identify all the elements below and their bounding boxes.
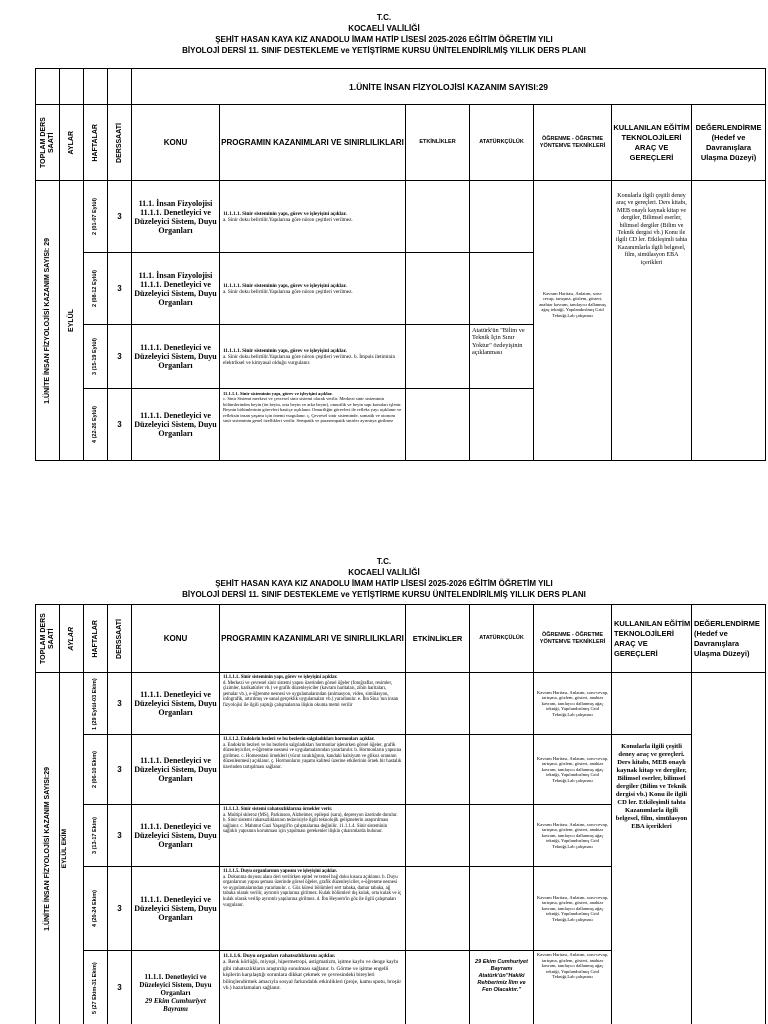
week-label: 4 (20-24 Ekim) [92, 890, 98, 927]
etkinlik-cell [406, 389, 470, 461]
week-label: 2 (06-10 Ekim) [92, 751, 98, 788]
kazanim-title: 11.1.1.1. Sinir sisteminin yapı, görev ve işleyişini açıklar. [223, 210, 347, 217]
kazanim-body: a. Sinir doku belirtilir.Yapılarına göre nöron çeşitleri verilmez. b. İmpuls iletiminin elektriksel ve kimyasal olduğu vurgulanır. [223, 353, 396, 366]
header-valilik: KOCAELİ VALİLİĞİ [348, 24, 420, 33]
ogrenme-yontem: Kavram Haritası, Anlatım, soru-cevap, tartışma, gözlem, gösteri, anahtar kavram, tanılayıcı dallanmış ağaç tekniği, Yapılandırılmış Grid Tekniği,Lab çalışması [534, 867, 612, 951]
plan-table-1 [35, 68, 766, 461]
col-arac: KULLANILAN EĞİTİM TEKNOLOJİLERİ ARAÇ VE GEREÇLERİ [612, 105, 692, 181]
week-label: 3 (15-19 Eylül) [92, 338, 98, 375]
kazanim-title: 11.1.1.1. Sinir sisteminin yapı, görev ve işleyişini açıklar. [223, 347, 347, 354]
plan-table-2 [35, 604, 766, 1024]
kazanim-body: a. Sinir doku belirtilir.Yapılarına göre nöron çeşitleri verilmez. [223, 216, 353, 223]
kazanim-body: a. Multipl skleroz (MS), Parkinson, Alzheimer, epilepsi (sara), depresyon üzerinde durulur. b. Sinir sistemi rahatsızlıklarının tedavisiyle ilgili teknolojik gelişmelerin araştırılması sağlanır. c. Mahmut Gazi Yaşargil'in çalışmalarına değinilir. 11.1.1.4. Sinir sisteminin sağlıklı yapısının korunması için yapılması gerekenler ilişkin çıkarımlarda bulunur. [223, 812, 398, 835]
ataturk-cell [470, 181, 534, 253]
week-label: 4 (22-26 Eylül) [92, 406, 98, 443]
kazanim-body: c. Sinir Sistemi merkezi ve çevresel sinir sistemi olarak verilir. Merkezi sinir sisteminin bölümlerinden beyin (ön beyin, orta beyin ve arka beyin), omurilik ve beyin sapı konuları işlenir. Beynin bölümlerinin görevleri basitçe açıklanır. Omuriliğin görevleri ile refleks yayı açıklanır ve refleksin insan yaşamı için önemi vurgulanır. ç. Çevresel sinir sisteminde, somatik ve otonom sinir sisteminin genel özellikleri verilir. Sempatik ve parasempatik sinirler ayrıntıya girilmez [223, 396, 402, 424]
topic: 11.1.1. Denetleyici ve Düzeleyici Sistem, Duyu Organları [132, 805, 220, 867]
hours: 3 [108, 389, 132, 461]
arac-gerec: Konularla ilgili çeşitli deney araç ve gereçleri. Ders kitabı, MEB onaylı kaynak kitap ve dergiler, Bilimsel eserler, bilimsel dergiler (Bilim ve Teknik dergisi vb.) Konu ile ilgili CD ler. Etkileşimli tahta Kazanımlarla ilgili belgesel, film, simülasyon EBA içerikleri [615, 743, 688, 830]
kazanim-title: 11.1.1.1. Sinir sisteminin yapı, görev ve işleyişini açıklar. [223, 282, 347, 289]
etkinlik-cell [406, 181, 470, 253]
hours: 3 [108, 951, 132, 1024]
col-degerlendirme: DEĞERLENDİRME (Hedef ve Davranışlara Ulaşma Düzeyi) [692, 105, 766, 181]
ataturk-cell [470, 253, 534, 325]
etkinlik-cell [406, 951, 470, 1024]
col-ataturk: ATATÜRKÇÜLÜK [470, 605, 534, 673]
col-aylar: AYLAR [68, 130, 75, 155]
hours: 3 [108, 735, 132, 805]
degerlendirme-cell [692, 181, 766, 461]
header-school: ŞEHİT HASAN KAYA KIZ ANADOLU İMAM HATİP LİSESİ 2025-2026 EĞİTİM ÖĞRETİM YILI [215, 579, 553, 588]
ataturk-text: Atatürk'ün "Bilim ve Teknik İçin Sınır Yoktur" özdeyişinin açıklanması [470, 325, 534, 389]
kazanim-title: 11.1.1.6. Duyu organları rahatsızlıklarını açıklar. [223, 953, 336, 959]
etkinlik-cell [406, 805, 470, 867]
month-eylul-ekim: EYLÜL EKİM [60, 828, 68, 869]
col-toplam: TOPLAM DERS SAATİ [39, 613, 55, 664]
topic: 11.1.1. Denetleyici ve Düzeleyici Sistem, Duyu Organları [132, 735, 220, 805]
week-label: 2 (01-07 Eylül) [92, 198, 98, 235]
col-ogrenme: ÖĞRENME - ÖĞRETME YÖNTEMVE TEKNİKLERİ [534, 605, 612, 673]
arac-cell-empty [612, 673, 692, 735]
ataturk-cell [470, 805, 534, 867]
topic: 11.1. İnsan Fizyolojisi 11.1.1. Denetleyici ve Düzeleyici Sistem, Duyu Organları [132, 181, 220, 253]
topic-holiday: 29 Ekim Cumhuriyet Bayramı [145, 997, 206, 1013]
col-kazanim: PROGRAMIN KAZANIMLARI VE SINIRLILIKLARI [220, 105, 406, 181]
col-arac: KULLANILAN EĞİTİM TEKNOLOJİLERİ ARAÇ VE GEREÇLERİ [612, 605, 692, 673]
col-ataturk: ATATÜRKÇÜLÜK [470, 105, 534, 181]
week-label: 5 (27 Ekim-31 Ekim) [92, 961, 98, 1014]
col-degerlendirme: DEĞERLENDİRME (Hedef ve Davranışlara Ulaşma Düzeyi) [692, 605, 766, 673]
header-tc: T.C. [376, 13, 392, 22]
ataturk-cell [470, 867, 534, 951]
kazanim-body: d. Merkezi ve çevresel sinir sistemi yapısı üzerinden görsel öğeler (fotoğraflar, resimler, çizimler, karikatürler vb.) ve grafik düzenleyiciler (kavram haritaları, zihin haritaları, şemalar vb.), e-öğrenme nesnesi ve uygulamalarından (animasyon, video, simülasyon, infografik, artırılmış ve sanal gerçeklik uygulamaları vb.) yararlanılır. e. İbn Sina 'nın insan fizyolojisi ile ilgili yaptığı çalışmalarına ilişkin okuma metni verilir [223, 680, 399, 708]
hours: 3 [108, 673, 132, 735]
col-toplam: TOPLAM DERS SAATİ [39, 117, 55, 168]
header-valilik: KOCAELİ VALİLİĞİ [348, 568, 420, 577]
kazanim-body: a. Endokrin bezleri ve bu bezlerin salgıladıkları hormonlar işlenirken görsel öğeler, grafik düzenleyiciler, e-öğrenme nesnesi ve uygulamalarından yararlanılır. b. Hormonların yapısına girilmez. c. Homeostasi örnekleri (vücut sıcaklığının, kandaki kalsiyum ve glikoz oranının düzenlenmesi) açıklanır. ç. Hormonların yaşamı kalitesi üzerine etkilerinin örnek bir hastalık üzerinden tartışılması sağlanır. [223, 742, 402, 770]
ogrenme-yontem: Kavram Haritası, Anlatım, soru-cevap, tartışma, gözlem, gösteri, anahtar kavram, tanılayıcı dallanmış ağaç tekniği, Yapılandırılmış Grid Tekniği,Lab çalışması [534, 951, 612, 1024]
hours: 3 [108, 325, 132, 389]
month-eylul: EYLÜL [68, 309, 75, 332]
col-dersaati: DERSSAATİ [116, 122, 123, 163]
ataturk-text: 29 Ekim Cumhuriyet Bayramı Atatürk'ün"Hakiki Rehberimiz İlim ve Fen Olacaktır." [470, 951, 534, 1024]
ogrenme-yontem: Kavram Haritası, Anlatım, soru-cevap, tartışma, gözlem, gösteri, anahtar kavram, tanılayıcı dallanmış ağaç tekniği, Yapılandırılmış Grid Tekniği,Lab çalışması [534, 673, 612, 735]
ogrenme-yontem: Kavram Haritası, Anlatım, soru-cevap, tartışma, gözlem, gösteri, anahtar kavram, tanılayıcı dallanmış ağaç tekniği, Yapılandırılmış Grid Tekniği,Lab çalışması [534, 735, 612, 805]
kazanim-title: 11.1.1.1. Sinir sisteminin yapı, görev ve işleyişini açıklar. [223, 675, 338, 680]
kazanim-body: a. Dokunma duyusu alanı deri verilirken epitel ve temel bağ doku kısaca açıklanır. b. Duyu organlarının yapısı şeması üzerinde görsel öğeler, grafik düzenleyiciler, e-öğrenme nesnesi ve uygulamalarından yararlanılır. c. Göz küresi bölümleri sert tabaka, damar tabaka, ağ tabaka olarak verilir, ayrıntılı yapılarına girilmez. Kulak bölümleri dış kulak, orta kulak ve iç kulak olarak verilip ayrıntılı yapılarına girilmez. d. İbn Heysem'in göz ile ilgili çalışmaları vurgulanır. [223, 874, 402, 908]
col-ogrenme: ÖĞRENME - ÖĞRETME YÖNTEMVE TEKNİKLERİ [534, 105, 612, 181]
kazanim-title: 11.1.1.2. Endokrin bezleri ve bu bezlerin salgıladıkları hormonları açıklar. [223, 737, 375, 742]
side-unit-label: 1.ÜNİTE İNSAN FİZYOLOJİSİ KAZANIM SAYISI: 29 [44, 237, 51, 404]
degerlendirme-cell [692, 673, 766, 1024]
kazanim-title: 11.1.1.5. Duyu organlarının yapısını ve işleyişini açıklar. [223, 869, 338, 874]
kazanim-body: a. Sinir doku belirtilir.Yapılarına göre nöron çeşitleri verilmez. [223, 288, 353, 295]
ataturk-cell [470, 673, 534, 735]
page1-header [0, 12, 768, 56]
week-label: 1 (29 Eylül-03 Ekim) [92, 677, 98, 730]
col-dersaati: DERSSAATİ [116, 618, 123, 659]
week-label: 2 (08-12 Eylül) [92, 270, 98, 307]
hours: 3 [108, 253, 132, 325]
topic: 11.1.1. Denetleyici ve Düzeleyici Sistem, Duyu Organları [132, 673, 220, 735]
col-etkinlik: ETKİNLİKLER [406, 605, 470, 673]
etkinlik-cell [406, 735, 470, 805]
col-konu: KONU [132, 105, 220, 181]
topic: 11.1.1. Denetleyici ve Düzeleyici Sistem, Duyu Organları [139, 973, 212, 997]
hours: 3 [108, 867, 132, 951]
etkinlik-cell [406, 673, 470, 735]
topic: 11.1. İnsan Fizyolojisi 11.1.1. Denetleyici ve Düzeleyici Sistem, Duyu Organları [132, 253, 220, 325]
header-plan-title: BİYOLOJİ DERSİ 11. SINIF DESTEKLEME ve YETİŞTİRME KURSU ÜNİTELENDİRİLMİŞ YILLIK DERS PLANI [182, 590, 586, 599]
unit-title: 1.ÜNİTE İNSAN FİZYOLOJİSİ KAZANIM SAYISI:29 [132, 69, 766, 105]
etkinlik-cell [406, 253, 470, 325]
topic: 11.1.1. Denetleyici ve Düzeleyici Sistem, Duyu Organları [132, 867, 220, 951]
ataturk-cell [470, 735, 534, 805]
col-haftalar: HAFTALAR [92, 619, 99, 658]
topic: 11.1.1. Denetleyici ve Düzeleyici Sistem, Duyu Organları [132, 389, 220, 461]
col-konu: KONU [132, 605, 220, 673]
ataturk-cell [470, 389, 534, 461]
etkinlik-cell [406, 867, 470, 951]
side-unit-label: 1.ÜNİTE İNSAN FİZYOLOJİSİ KAZANIM SAYISI:29 [44, 766, 51, 931]
hours: 3 [108, 181, 132, 253]
page2-header [0, 556, 768, 600]
kazanim-body: a. Renk körlüğü, miyopi, hipermetropi, astigmatizm, işitme kaybı ve denge kaybı gibi rahatsızlıkların araştırılıp sunulması sağlanır. b. Görme ve işitme engelli kişilerin karşılaştığı sorunlara dikkat çekmek ve çevresindeki bireyleri bilinçlendirmek amacıyla sosyal farkındalık etkinlikleri (proje, kamu spotu, broşür vb.) hazırlamaları sağlanır. [223, 959, 402, 992]
topic: 11.1.1. Denetleyici ve Düzeleyici Sistem, Duyu Organları [132, 325, 220, 389]
col-kazanim: PROGRAMIN KAZANIMLARI VE SINIRLILIKLARI [220, 605, 406, 673]
arac-gerec: Konularla ilgili çeşitli deney araç ve gereçleri. Ders kitabı, MEB onaylı kaynak kitap ve dergiler, Bilimsel eserler, bilimsel dergiler (Bilim ve Teknik dergisi vb.) Konu ile ilgili CD ler. Etkileşimli tahta Kazanımlarla ilgili belgesel, film, simülasyon EBA içerikleri [615, 193, 688, 266]
hours: 3 [108, 805, 132, 867]
col-aylar: AYLAR [68, 626, 75, 651]
header-plan-title: BİYOLOJİ DERSİ 11. SINIF DESTEKLEME ve YETİŞTİRME KURSU ÜNİTELENDİRİLMİŞ YILLIK DERS PLANI [182, 46, 586, 55]
ogrenme-yontem: Kavram Haritası, Anlatım, soru-cevap, tartışma, gözlem, gösteri, anahtar kavram, tanılayıcı dallanmış ağaç tekniği, Yapılandırılmış Grid Tekniği,Lab çalışması [539, 290, 606, 318]
col-haftalar: HAFTALAR [92, 123, 99, 162]
etkinlik-cell [406, 325, 470, 389]
header-school: ŞEHİT HASAN KAYA KIZ ANADOLU İMAM HATİP LİSESİ 2025-2026 EĞİTİM ÖĞRETİM YILI [215, 35, 553, 44]
ogrenme-yontem: Kavram Haritası, Anlatım, soru-cevap, tartışma, gözlem, gösteri, anahtar kavram, tanılayıcı dallanmış ağaç tekniği, Yapılandırılmış Grid Tekniği,Lab çalışması [534, 805, 612, 867]
col-etkinlik: ETKİNLİKLER [406, 105, 470, 181]
header-tc: T.C. [376, 557, 392, 566]
kazanim-title: 11.1.1.1. Sinir sisteminin yapı, görev ve işleyişini açıklar. [223, 391, 333, 396]
week-label: 3 (13-17 Ekim) [92, 817, 98, 854]
kazanim-title: 11.1.1.3. Sinir sistemi rahatsızlıklarına örnekler verir. [223, 807, 333, 812]
